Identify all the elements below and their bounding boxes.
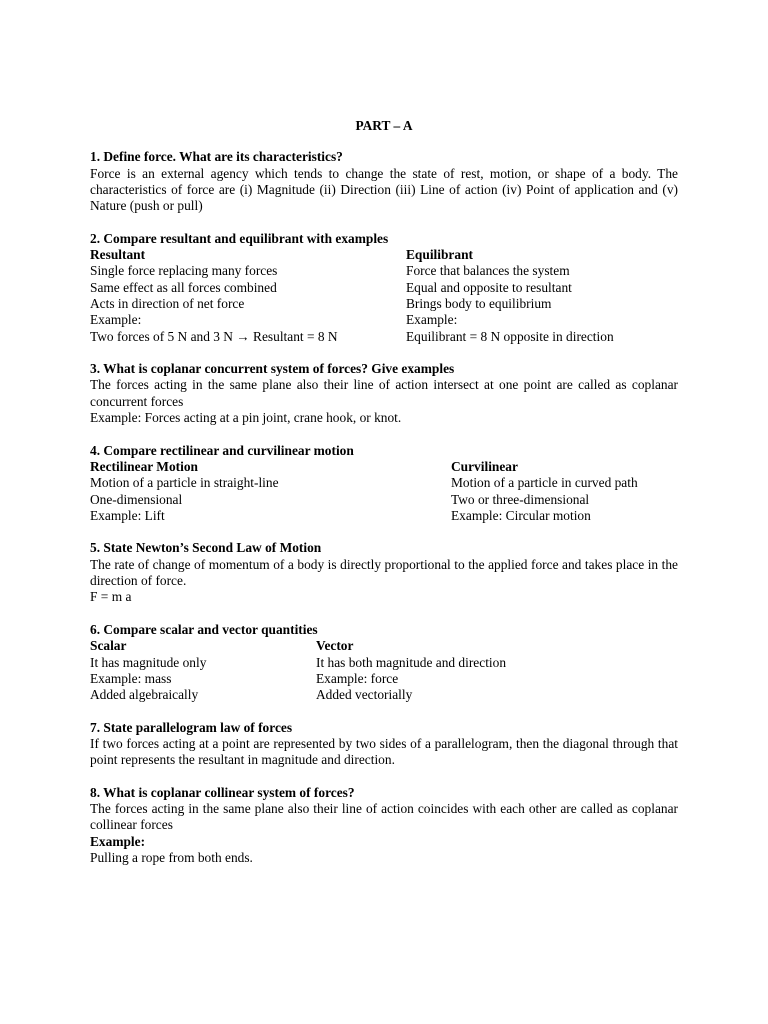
question-5-heading: 5. State Newton’s Second Law of Motion	[90, 540, 322, 556]
comparison-cell: Motion of a particle in curved path	[451, 475, 638, 491]
document-page	[90, 118, 678, 883]
comparison-row	[90, 312, 678, 328]
question-8	[90, 785, 678, 866]
comparison-cell: Force that balances the system	[406, 263, 570, 279]
comparison-cell: Example: Lift	[90, 507, 165, 523]
question-8-example-label: Example:	[90, 833, 146, 849]
question-3-answer: The forces acting in the same plane also their line of action intersect at one point are called as coplanar concurrent forces	[90, 377, 678, 409]
page-title: PART – A	[355, 118, 413, 133]
question-3	[90, 361, 678, 426]
comparison-cell: Motion of a particle in straight-line	[90, 475, 279, 491]
question-8-heading: 8. What is coplanar collinear system of forces?	[90, 784, 355, 800]
comparison-cell: Example: Circular motion	[451, 507, 591, 523]
question-7-heading: 7. State parallelogram law of forces	[90, 719, 293, 735]
comparison-cell: One-dimensional	[90, 491, 183, 507]
comparison-cell: Added vectorially	[316, 687, 413, 703]
comparison-cell: Equilibrant = 8 N opposite in direction	[406, 328, 614, 344]
question-4-heading: 4. Compare rectilinear and curvilinear motion	[90, 442, 354, 458]
comparison-cell: Example: force	[316, 670, 399, 686]
comparison-cell: It has magnitude only	[90, 654, 207, 670]
question-5-answer: The rate of change of momentum of a body is directly proportional to the applied force and takes place in the direction of force.	[90, 556, 678, 589]
question-8-example: Pulling a rope from both ends.	[90, 850, 253, 866]
comparison-row	[90, 655, 678, 671]
question-1	[90, 149, 678, 214]
comparison-header-row	[90, 247, 678, 263]
question-2-heading: 2. Compare resultant and equilibrant with examples	[90, 230, 389, 246]
comparison-cell: Example: mass	[90, 670, 172, 686]
column-header-equilibrant: Equilibrant	[406, 247, 473, 263]
column-header-scalar: Scalar	[90, 638, 127, 654]
question-7	[90, 720, 678, 769]
question-1-answer: Force is an external agency which tends to change the state of rest, motion, or shape of a body. The characteristics of force are (i) Magnitude (ii) Direction (iii) Line of action (iv) Point of application and (v) Nature (push or pull)	[90, 165, 678, 214]
question-5	[90, 540, 678, 605]
column-header-resultant: Resultant	[90, 247, 146, 263]
comparison-row	[90, 475, 678, 491]
comparison-cell: Acts in direction of net force	[90, 295, 245, 311]
question-4	[90, 443, 678, 524]
comparison-row	[90, 671, 678, 687]
comparison-cell: Same effect as all forces combined	[90, 279, 277, 295]
question-1-heading: 1. Define force. What are its characteristics?	[90, 149, 343, 165]
comparison-cell: Equal and opposite to resultant	[406, 279, 572, 295]
comparison-row	[90, 329, 678, 345]
column-header-rectilinear: Rectilinear Motion	[90, 458, 198, 474]
comparison-cell: Single force replacing many forces	[90, 263, 278, 279]
comparison-row	[90, 687, 678, 703]
question-6	[90, 622, 678, 703]
comparison-row	[90, 492, 678, 508]
comparison-cell: Added algebraically	[90, 687, 199, 703]
question-3-heading: 3. What is coplanar concurrent system of forces? Give examples	[90, 361, 455, 377]
question-6-heading: 6. Compare scalar and vector quantities	[90, 621, 318, 637]
comparison-cell: Example:	[90, 312, 142, 328]
comparison-cell: Example:	[406, 312, 458, 328]
newton-formula: F = m a	[90, 589, 132, 605]
comparison-cell: It has both magnitude and direction	[316, 654, 507, 670]
comparison-row	[90, 296, 678, 312]
comparison-row	[90, 280, 678, 296]
question-2	[90, 231, 678, 345]
comparison-cell: Two forces of 5 N and 3 N → Resultant = 8 N	[90, 328, 338, 344]
comparison-header-row	[90, 459, 678, 475]
column-header-vector: Vector	[316, 638, 354, 654]
question-8-answer: The forces acting in the same plane also their line of action coincides with each other are called as coplanar collinear forces	[90, 801, 678, 833]
comparison-cell: Two or three-dimensional	[451, 491, 590, 507]
question-7-answer: If two forces acting at a point are represented by two sides of a parallelogram, then the diagonal through that point represents the resultant in magnitude and direction.	[90, 735, 678, 768]
comparison-row	[90, 508, 678, 524]
comparison-row	[90, 263, 678, 279]
comparison-cell: Brings body to equilibrium	[406, 295, 552, 311]
column-header-curvilinear: Curvilinear	[451, 458, 518, 474]
question-3-example: Example: Forces acting at a pin joint, crane hook, or knot.	[90, 410, 402, 426]
comparison-header-row	[90, 638, 678, 654]
